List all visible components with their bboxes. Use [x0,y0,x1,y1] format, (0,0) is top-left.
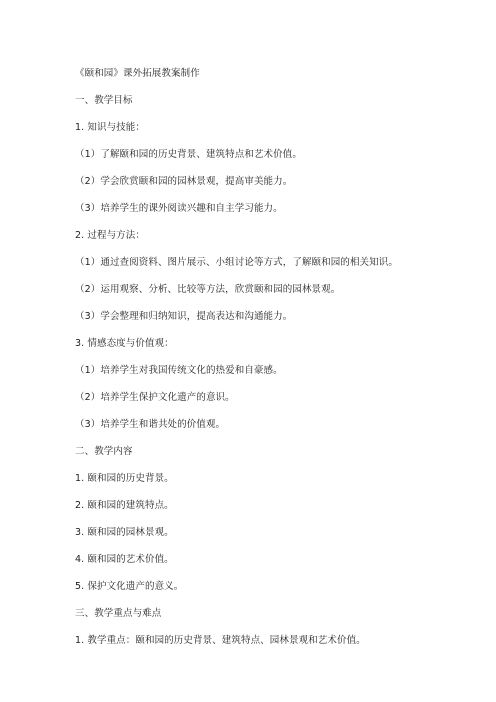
section-heading-key-points: 三、教学重点与难点 [75,608,162,619]
list-item: 1. 颐和园的历史背景。 [75,473,174,484]
list-item: （3）学会整理和归纳知识，提高表达和沟通能力。 [75,311,293,322]
list-item: （3）培养学生的课外阅读兴趣和自主学习能力。 [75,203,283,214]
list-item: （1）培养学生对我国传统文化的热爱和自豪感。 [75,365,283,376]
list-item: （2）学会欣赏颐和园的园林景观，提高审美能力。 [75,176,293,187]
subheading-attitude-values: 3. 情感态度与价值观： [75,338,174,349]
list-item: （3）培养学生和谐共处的价值观。 [75,419,226,430]
list-item: 4. 颐和园的艺术价值。 [75,554,174,565]
document-title: 《颐和园》课外拓展教案制作 [75,68,200,79]
list-item: （2）培养学生保护文化遗产的意识。 [75,392,235,403]
section-heading-content: 二、教学内容 [75,446,133,457]
list-item: 3. 颐和园的园林景观。 [75,527,174,538]
list-item: 2. 颐和园的建筑特点。 [75,500,174,511]
list-item: （1）通过查阅资料、图片展示、小组讨论等方式，了解颐和园的相关知识。 [75,257,398,268]
list-item: 5. 保护文化遗产的意义。 [75,581,184,592]
list-item: （1）了解颐和园的历史背景、建筑特点和艺术价值。 [75,149,302,160]
list-item: 1. 教学重点：颐和园的历史背景、建筑特点、园林景观和艺术价值。 [75,635,366,646]
section-heading-objectives: 一、教学目标 [75,95,133,106]
subheading-process-methods: 2. 过程与方法： [75,230,145,241]
list-item: （2）运用观察、分析、比较等方法，欣赏颐和园的园林景观。 [75,284,341,295]
subheading-knowledge-skills: 1. 知识与技能： [75,122,145,133]
